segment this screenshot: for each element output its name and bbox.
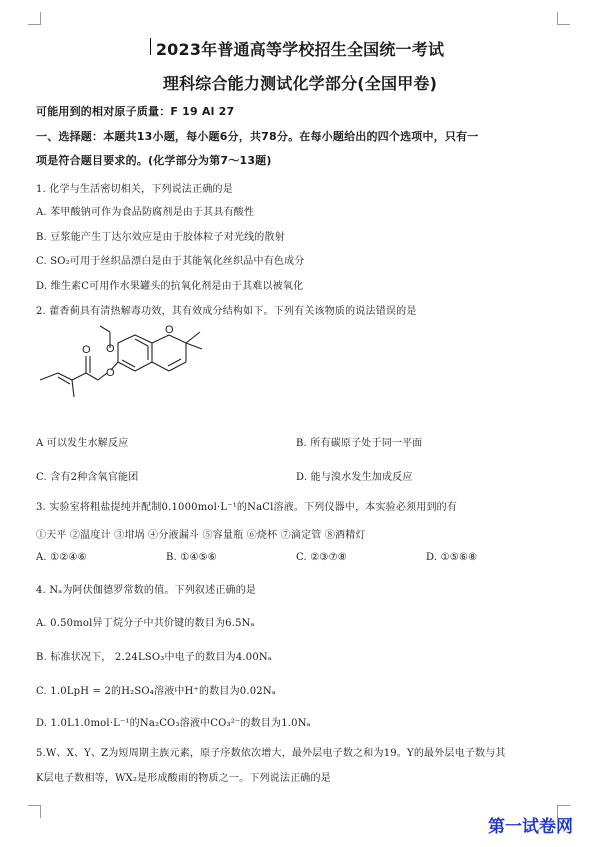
q2-option-a: A 可以发生水解反应: [36, 438, 129, 449]
page-corner-mark: [28, 805, 41, 818]
q4-option-b: B. 标准状况下， 2.24LSO₃中电子的数目为4.00Nₐ: [36, 652, 272, 663]
atomic-mass-note: 可能用到的相对原子质量：F 19 Al 27: [36, 105, 235, 118]
svg-text:O: O: [106, 367, 115, 379]
q3-option-d: D. ①⑤⑥⑧: [426, 552, 478, 563]
q5-stem: 5.W、X、Y、Z为短周期主族元素，原子序数依次增大，最外层电子数之和为19。Y的最外层电子数与其: [36, 748, 506, 759]
q2-option-c: C. 含有2种含氧官能团: [36, 472, 139, 483]
q1-option-a: A. 苯甲酸钠可作为食品防腐剂是由于其具有酸性: [36, 207, 255, 218]
section-header-cont: 项是符合题目要求的。(化学部分为第7～13题): [36, 154, 272, 167]
section-header: 一、选择题：本题共13小题，每小题6分，共78分。在每小题给出的四个选项中，只有一: [36, 130, 479, 143]
q3-instrument-list: ①天平 ②温度计 ③坩埚 ④分液漏斗 ⑤容量瓶 ⑥烧杯 ⑦滴定管 ⑧酒精灯: [36, 530, 366, 541]
q3-option-c: C. ②③⑦⑧: [296, 552, 347, 563]
molecule-structure-diagram: [34, 318, 234, 418]
svg-text:O: O: [106, 343, 115, 355]
q4-option-c: C. 1.0LpH = 2的H₂SO₄溶液中H⁺的数目为0.02Nₐ: [36, 686, 276, 697]
q1-option-b: B. 豆浆能产生丁达尔效应是由于胶体粒子对光线的散射: [36, 232, 285, 243]
page-corner-mark: [28, 12, 41, 25]
q2-option-d: D. 能与溴水发生加成反应: [296, 472, 413, 483]
q2-stem: 2. 藿香蓟具有清热解毒功效，其有效成分结构如下。下列有关该物质的说法错误的是: [36, 306, 417, 317]
svg-text:O: O: [165, 324, 174, 336]
exam-title: 2023年普通高等学校招生全国统一考试: [155, 40, 445, 59]
q4-stem: 4. Nₐ为阿伏伽德罗常数的值。下列叙述正确的是: [36, 585, 257, 596]
q4-option-a: A. 0.50mol异丁烷分子中共价键的数目为6.5Nₐ: [36, 618, 255, 629]
q4-option-d: D. 1.0L1.0mol·L⁻¹的Na₂CO₃溶液中CO₃²⁻的数目为1.0Nₐ: [36, 718, 311, 729]
q5-stem-cont: K层电子数相等，WX₂是形成酸雨的物质之一。下列说法正确的是: [36, 773, 331, 784]
q1-stem: 1. 化学与生活密切相关，下列说法正确的是: [36, 184, 233, 195]
site-watermark: 第一试卷网: [488, 817, 573, 837]
q2-option-b: B. 所有碳原子处于同一平面: [296, 438, 423, 449]
q1-option-c: C. SO₂可用于丝织品漂白是由于其能氧化丝织品中有色成分: [36, 256, 305, 267]
q1-option-d: D. 维生素C可用作水果罐头的抗氧化剂是由于其难以被氧化: [36, 281, 304, 292]
q3-option-a: A. ①②④⑥: [36, 552, 87, 563]
page-corner-mark: [557, 12, 570, 25]
svg-text:O: O: [82, 344, 91, 356]
q3-stem: 3. 实验室将粗盐提纯并配制0.1000mol·L⁻¹的NaCl溶液。下列仪器中，本实验必须用到的有: [36, 502, 458, 513]
q3-option-b: B. ①④⑤⑥: [166, 552, 217, 563]
exam-subtitle: 理科综合能力测试化学部分(全国甲卷): [162, 74, 438, 93]
